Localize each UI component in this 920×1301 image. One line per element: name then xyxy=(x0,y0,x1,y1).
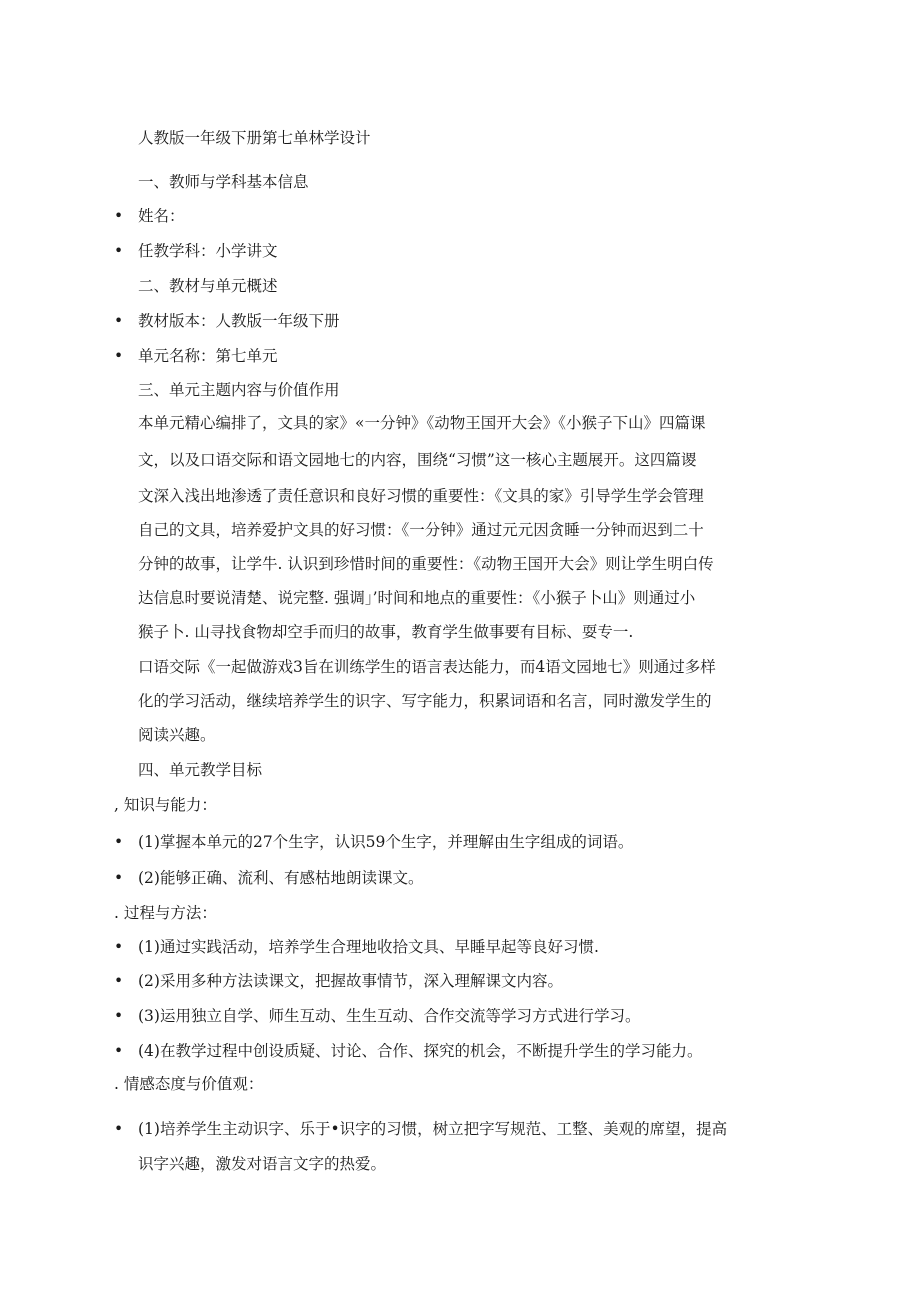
bullet-marker: • xyxy=(114,312,124,330)
bullet-marker: • xyxy=(114,833,124,851)
paragraph-line: 化的学习活动，继续培养学生的识字、写字能力，积累词语和名言，同时激发学生的 xyxy=(138,692,712,710)
goal-item: (1)掌握本单元的27个生字，认识59个生字，并理解由生字组成的词语。 xyxy=(138,833,634,851)
list-item-textbook-version: 教材版本：人教版一年级下册 xyxy=(138,312,340,330)
subsection-heading-knowledge: , 知识与能力： xyxy=(114,796,217,814)
list-item-unit-name: 单元名称：第七单元 xyxy=(138,347,278,365)
goal-item: (4)在教学过程中创设质疑、讨论、合作、探究的机会，不断提升学生的学习能力。 xyxy=(138,1042,703,1060)
list-item-name: 姓名： xyxy=(138,207,185,225)
bullet-marker: • xyxy=(114,1120,124,1138)
subsection-heading-attitude: . 情感态度与价值观： xyxy=(114,1075,264,1093)
paragraph-line: 自己的文具，培养爱护文具的好习惯：《一分钟》通过元元因贪睡一分钟而迟到二十 xyxy=(138,521,704,539)
paragraph-line: 口语交际《一起做游戏3旨在训练学生的语言表达能力，而4语文园地七》则通过多样 xyxy=(138,658,716,676)
bullet-marker: • xyxy=(114,207,124,225)
section-heading-basic-info: 一、教师与学科基本信息 xyxy=(138,173,309,191)
list-item-subject: 任教学科：小学讲文 xyxy=(138,242,278,260)
bullet-marker: • xyxy=(114,972,124,990)
section-heading-teaching-goals: 四、单元教学目标 xyxy=(138,761,263,779)
document-title: 人教版一年级下册第七单林学设计 xyxy=(138,129,371,147)
paragraph-line: 分钟的故事，让学牛. 认识到珍惜时间的重要性：《动物王国开大会》则让学生明白传 xyxy=(138,555,714,573)
bullet-marker: • xyxy=(114,1007,124,1025)
section-heading-textbook: 二、教材与单元概述 xyxy=(138,277,278,295)
goal-item: (1)培养学生主动识字、乐于•识字的习惯，树立把字写规范、工整、美观的席望，提高 xyxy=(138,1120,728,1138)
paragraph-line: 达信息时要说清楚、说完整. 强调」’时间和地点的重要性：《小猴子卜山》则通过小 xyxy=(138,589,696,607)
goal-item: (2)能够正确、流利、有感枯地朗读课文。 xyxy=(138,869,424,887)
paragraph-line: 本单元精心编排了，文具的家》«一分钟》《动物王国开大会》《小猴子下山》四篇课 xyxy=(138,414,706,432)
subsection-heading-process: . 过程与方法： xyxy=(114,904,217,922)
bullet-marker: • xyxy=(114,1042,124,1060)
paragraph-line: 阅读兴趣。 xyxy=(138,726,216,744)
paragraph-line: 猴子卜. 山寻找食物却空手而归的故事，教育学生做事要有目标、耍专一. xyxy=(138,623,634,641)
bullet-marker: • xyxy=(114,242,124,260)
bullet-marker: • xyxy=(114,347,124,365)
section-heading-unit-theme: 三、单元主题内容与价值作用 xyxy=(138,381,340,399)
goal-item: (3)运用独立自学、师生互动、生生互动、合作交流等学习方式进行学习。 xyxy=(138,1007,641,1025)
paragraph-line: 文，以及口语交际和语文园地七的内容，围绕“习惯”这一核心主题展开。这四篇谡 xyxy=(138,451,697,469)
goal-item: (1)通过实践活动，培养学生合理地收拾文具、早睡早起等良好习惯. xyxy=(138,938,599,956)
bullet-marker: • xyxy=(114,869,124,887)
goal-item-continuation: 识字兴趣，激发对语言文字的热爱。 xyxy=(138,1155,387,1173)
goal-item: (2)采用多种方法读课文，把握故事情节，深入理解课文内容。 xyxy=(138,972,563,990)
paragraph-line: 文深入浅出地渗透了责任意识和良好习惯的重要性：《文具的家》引导学生学会管理 xyxy=(138,487,704,505)
bullet-marker: • xyxy=(114,938,124,956)
